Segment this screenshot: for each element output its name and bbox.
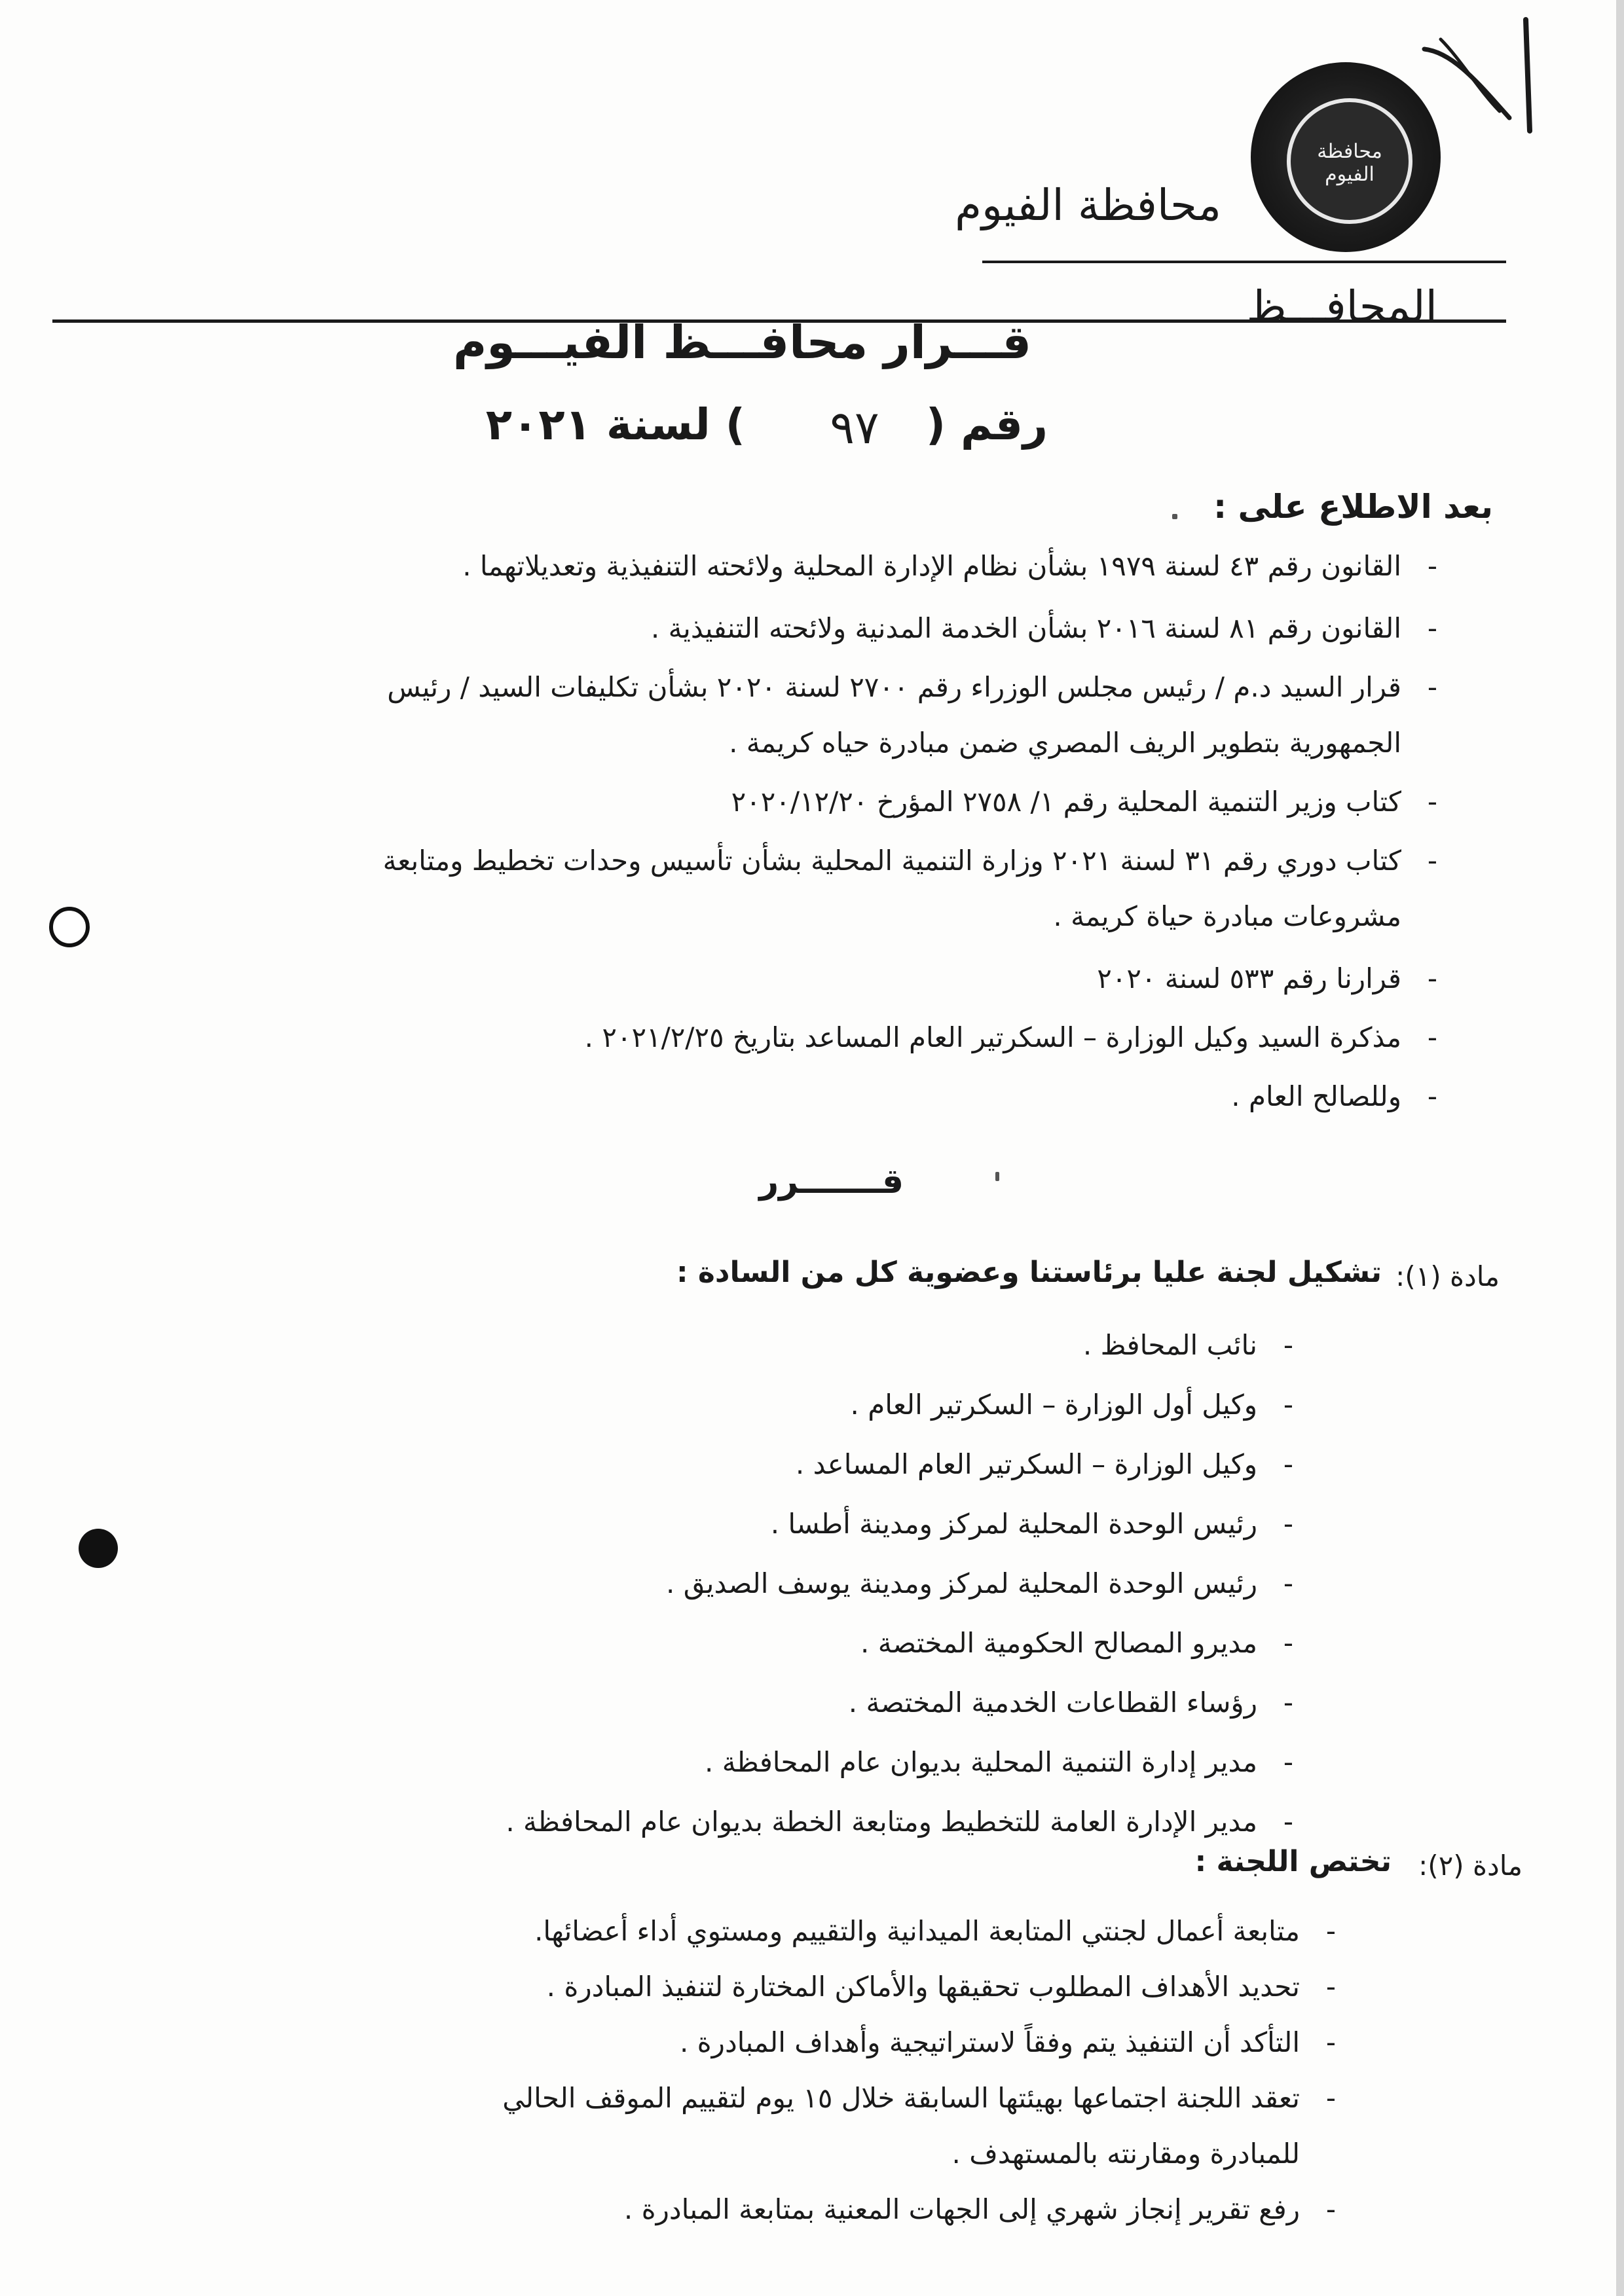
preamble-item-dash: -	[1427, 786, 1437, 818]
governorate-name: محافظة الفيوم	[955, 180, 1221, 230]
preamble-item-dash: -	[1427, 612, 1437, 644]
preamble-item-dash: -	[1427, 1021, 1437, 1053]
preamble-item-text: مذكرة السيد وكيل الوزارة – السكرتير العام المساعد بتاريخ ٢٠٢١/٢/٢٥ .	[584, 1021, 1401, 1053]
preamble-item-text: الجمهورية بتطوير الريف المصري ضمن مبادرة حياه كريمة .	[729, 727, 1401, 759]
article1-text: تشكيل لجنة عليا برئاستنا وعضوية كل من السادة :	[676, 1256, 1382, 1289]
member-item: مديرو المصالح الحكومية المختصة .	[860, 1627, 1257, 1659]
header-divider-short	[982, 261, 1506, 263]
decree-title: قـــرار محافـــظ الفيـــوم	[452, 316, 1031, 369]
duty-item: التأكد أن التنفيذ يتم وفقاً لاستراتيجية وأهداف المبادرة .	[679, 2026, 1300, 2058]
emblem-text: محافظة الفيوم	[1317, 140, 1382, 186]
scan-speck	[995, 1172, 999, 1181]
preamble-item-text: مشروعات مبادرة حياة كريمة .	[1053, 900, 1401, 932]
punch-hole	[79, 1529, 118, 1568]
member-dash: -	[1283, 1627, 1293, 1659]
emblem-seal	[1287, 98, 1412, 224]
decree-number-prefix: رقم (	[925, 399, 1048, 450]
duty-item: رفع تقرير إنجاز شهري إلى الجهات المعنية بمتابعة المبادرة .	[623, 2193, 1300, 2225]
preamble-item-text: كتاب وزير التنمية المحلية رقم ١/ ٢٧٥٨ المؤرخ ٢٠٢٠/١٢/٢٠	[731, 786, 1401, 818]
preamble-item-text: وللصالح العام .	[1231, 1080, 1401, 1112]
preamble-item-dash: -	[1427, 550, 1437, 582]
member-item: وكيل أول الوزارة – السكرتير العام .	[850, 1389, 1257, 1421]
duty-item: متابعة أعمال لجنتي المتابعة الميدانية والتقييم ومستوي أداء أعضائها.	[534, 1915, 1300, 1947]
duty-item: للمبادرة ومقارنته بالمستهدف .	[951, 2138, 1300, 2170]
preamble-item-dash: -	[1427, 962, 1437, 994]
decree-number-handwritten: ٩٧	[830, 401, 879, 454]
duty-dash: -	[1325, 2026, 1336, 2058]
preamble-item-dash: -	[1427, 1080, 1437, 1112]
decree-number-suffix: ) لسنة ٢٠٢١	[485, 399, 745, 450]
punch-hole-mark	[49, 907, 90, 947]
preamble-item-dash: -	[1427, 845, 1437, 877]
governor-label: المحافـــظ	[1246, 282, 1437, 332]
member-item: مدير إدارة التنمية المحلية بديوان عام المحافظة .	[705, 1746, 1257, 1778]
member-item: نائب المحافظ .	[1082, 1329, 1257, 1361]
duty-item: تعقد اللجنة اجتماعها بهيئتها السابقة خلال ١٥ يوم لتقييم الموقف الحالي	[502, 2082, 1300, 2114]
duty-dash: -	[1325, 1971, 1336, 2003]
decree-number-line	[486, 399, 1048, 450]
article1-label: مادة (١):	[1395, 1260, 1500, 1292]
member-dash: -	[1283, 1686, 1293, 1719]
member-item: رئيس الوحدة المحلية لمركز ومدينة يوسف الصديق .	[666, 1567, 1257, 1599]
preamble-item-text: القانون رقم ٤٣ لسنة ١٩٧٩ بشأن نظام الإدارة المحلية ولائحته التنفيذية وتعديلاتهما .	[462, 550, 1401, 582]
preamble-heading: بعد الاطلاع على :	[1213, 488, 1493, 526]
member-dash: -	[1283, 1806, 1293, 1838]
governorate-emblem	[1251, 62, 1441, 252]
preamble-item-dash: -	[1427, 671, 1437, 703]
member-dash: -	[1283, 1329, 1293, 1361]
member-dash: -	[1283, 1567, 1293, 1599]
member-dash: -	[1283, 1448, 1293, 1480]
member-item: رؤساء القطاعات الخدمية المختصة .	[848, 1686, 1257, 1719]
preamble-item-text: قرار السيد د.م / رئيس مجلس الوزراء رقم ٢٧٠٠ لسنة ٢٠٢٠ بشأن تكليفات السيد / رئيس	[387, 671, 1401, 703]
scan-edge	[1616, 0, 1624, 2296]
member-dash: -	[1283, 1508, 1293, 1540]
article2-text: تختص اللجنة :	[1194, 1845, 1392, 1878]
member-dash: -	[1283, 1389, 1293, 1421]
duty-dash: -	[1325, 2082, 1336, 2114]
article2-label: مادة (٢):	[1418, 1850, 1522, 1882]
scan-speck	[1172, 514, 1177, 519]
member-item: مدير الإدارة العامة للتخطيط ومتابعة الخطة بديوان عام المحافظة .	[506, 1806, 1257, 1838]
preamble-item-text: كتاب دوري رقم ٣١ لسنة ٢٠٢١ وزارة التنمية المحلية بشأن تأسيس وحدات تخطيط ومتابعة	[382, 845, 1401, 877]
duty-dash: -	[1325, 1915, 1336, 1947]
member-item: وكيل الوزارة – السكرتير العام المساعد .	[795, 1448, 1257, 1480]
duty-item: تحديد الأهداف المطلوب تحقيقها والأماكن المختارة لتنفيذ المبادرة .	[546, 1971, 1300, 2003]
member-dash: -	[1283, 1746, 1293, 1778]
preamble-item-text: القانون رقم ٨١ لسنة ٢٠١٦ بشأن الخدمة المدنية ولائحته التنفيذية .	[650, 612, 1401, 644]
duty-dash: -	[1325, 2193, 1336, 2225]
decided-heading: قـــــــرر	[759, 1162, 904, 1201]
member-item: رئيس الوحدة المحلية لمركز ومدينة أطسا .	[770, 1508, 1257, 1540]
preamble-item-text: قرارنا رقم ٥٣٣ لسنة ٢٠٢٠	[1097, 962, 1401, 994]
